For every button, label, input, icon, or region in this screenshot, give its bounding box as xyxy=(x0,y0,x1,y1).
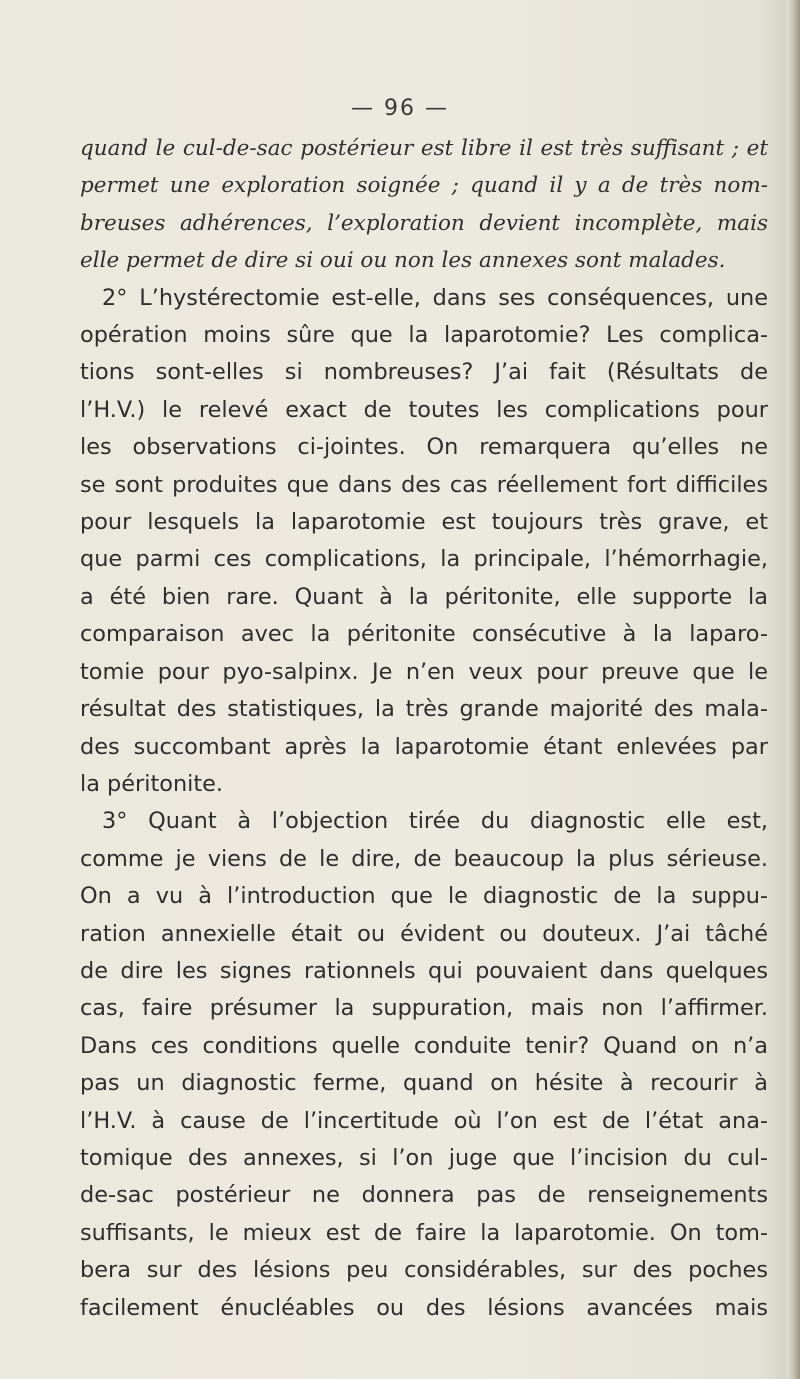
text-line: pas un diagnostic ferme, quand on hésite à recourir à xyxy=(80,1070,768,1097)
text-line: 3° Quant à l’objection tirée du diagnostic elle est, xyxy=(102,808,768,835)
text-line: ration annexielle était ou évident ou douteux. J’ai tâché xyxy=(80,920,768,947)
text-line: permet une exploration soignée ; quand il y a de très nom- xyxy=(80,173,768,199)
page-number: — 96 — xyxy=(351,96,449,121)
text-line: comparaison avec la péritonite consécutive à la laparo- xyxy=(80,621,768,648)
text-line: se sont produites que dans des cas réellement fort difficiles xyxy=(80,471,768,498)
text-line: On a vu à l’introduction que le diagnostic de la suppu- xyxy=(80,883,768,910)
text-line: a été bien rare. Quant à la péritonite, elle supporte la xyxy=(80,583,768,610)
text-line: cas, faire présumer la suppuration, mais non l’affirmer. xyxy=(80,995,768,1022)
text-line: de-sac postérieur ne donnera pas de renseignements xyxy=(80,1182,768,1209)
text-line: opération moins sûre que la laparotomie? Les complica- xyxy=(80,322,768,349)
text-line: de dire les signes rationnels qui pouvaient dans quelques xyxy=(80,957,768,984)
text-line: tomie pour pyo-salpinx. Je n’en veux pour preuve que le xyxy=(80,658,768,685)
text-line: pour lesquels la laparotomie est toujours très grave, et xyxy=(80,509,768,536)
text-line: l’H.V. à cause de l’incertitude où l’on est de l’état ana- xyxy=(80,1107,768,1134)
text-line: bera sur des lésions peu considérables, sur des poches xyxy=(80,1257,768,1284)
text-line: facilement énucléables ou des lésions avancées mais xyxy=(80,1294,768,1321)
text-line: suffisants, le mieux est de faire la laparotomie. On tom- xyxy=(80,1219,768,1246)
text-line: des succombant après la laparotomie étant enlevées par xyxy=(80,733,768,760)
text-line: la péritonite. xyxy=(80,770,224,797)
text-line: 2° L’hystérectomie est-elle, dans ses conséquences, une xyxy=(102,284,768,311)
text-line: résultat des statistiques, la très grande majorité des mala- xyxy=(80,696,768,723)
text-line: quand le cul-de-sac postérieur est libre il est très suffisant ; et xyxy=(80,136,768,161)
text-line: comme je viens de le dire, de beaucoup la plus sérieuse. xyxy=(80,845,768,872)
text-line: l’H.V.) le relevé exact de toutes les complications pour xyxy=(80,396,768,423)
body-text xyxy=(80,130,768,1327)
page-edge xyxy=(786,0,800,1379)
text-line: breuses adhérences, l’exploration devient incomplète, mais xyxy=(80,210,768,236)
text-line: les observations ci-jointes. On remarquera qu’elles ne xyxy=(80,434,768,461)
text-line: Dans ces conditions quelle conduite tenir? Quand on n’a xyxy=(80,1032,768,1059)
text-line: tions sont-elles si nombreuses? J’ai fait (Résultats de xyxy=(80,359,768,386)
text-line: que parmi ces complications, la principale, l’hémorrhagie, xyxy=(80,546,768,573)
text-line: tomique des annexes, si l’on juge que l’incision du cul- xyxy=(80,1144,768,1171)
text-line: elle permet de dire si oui ou non les annexes sont malades. xyxy=(80,248,726,274)
